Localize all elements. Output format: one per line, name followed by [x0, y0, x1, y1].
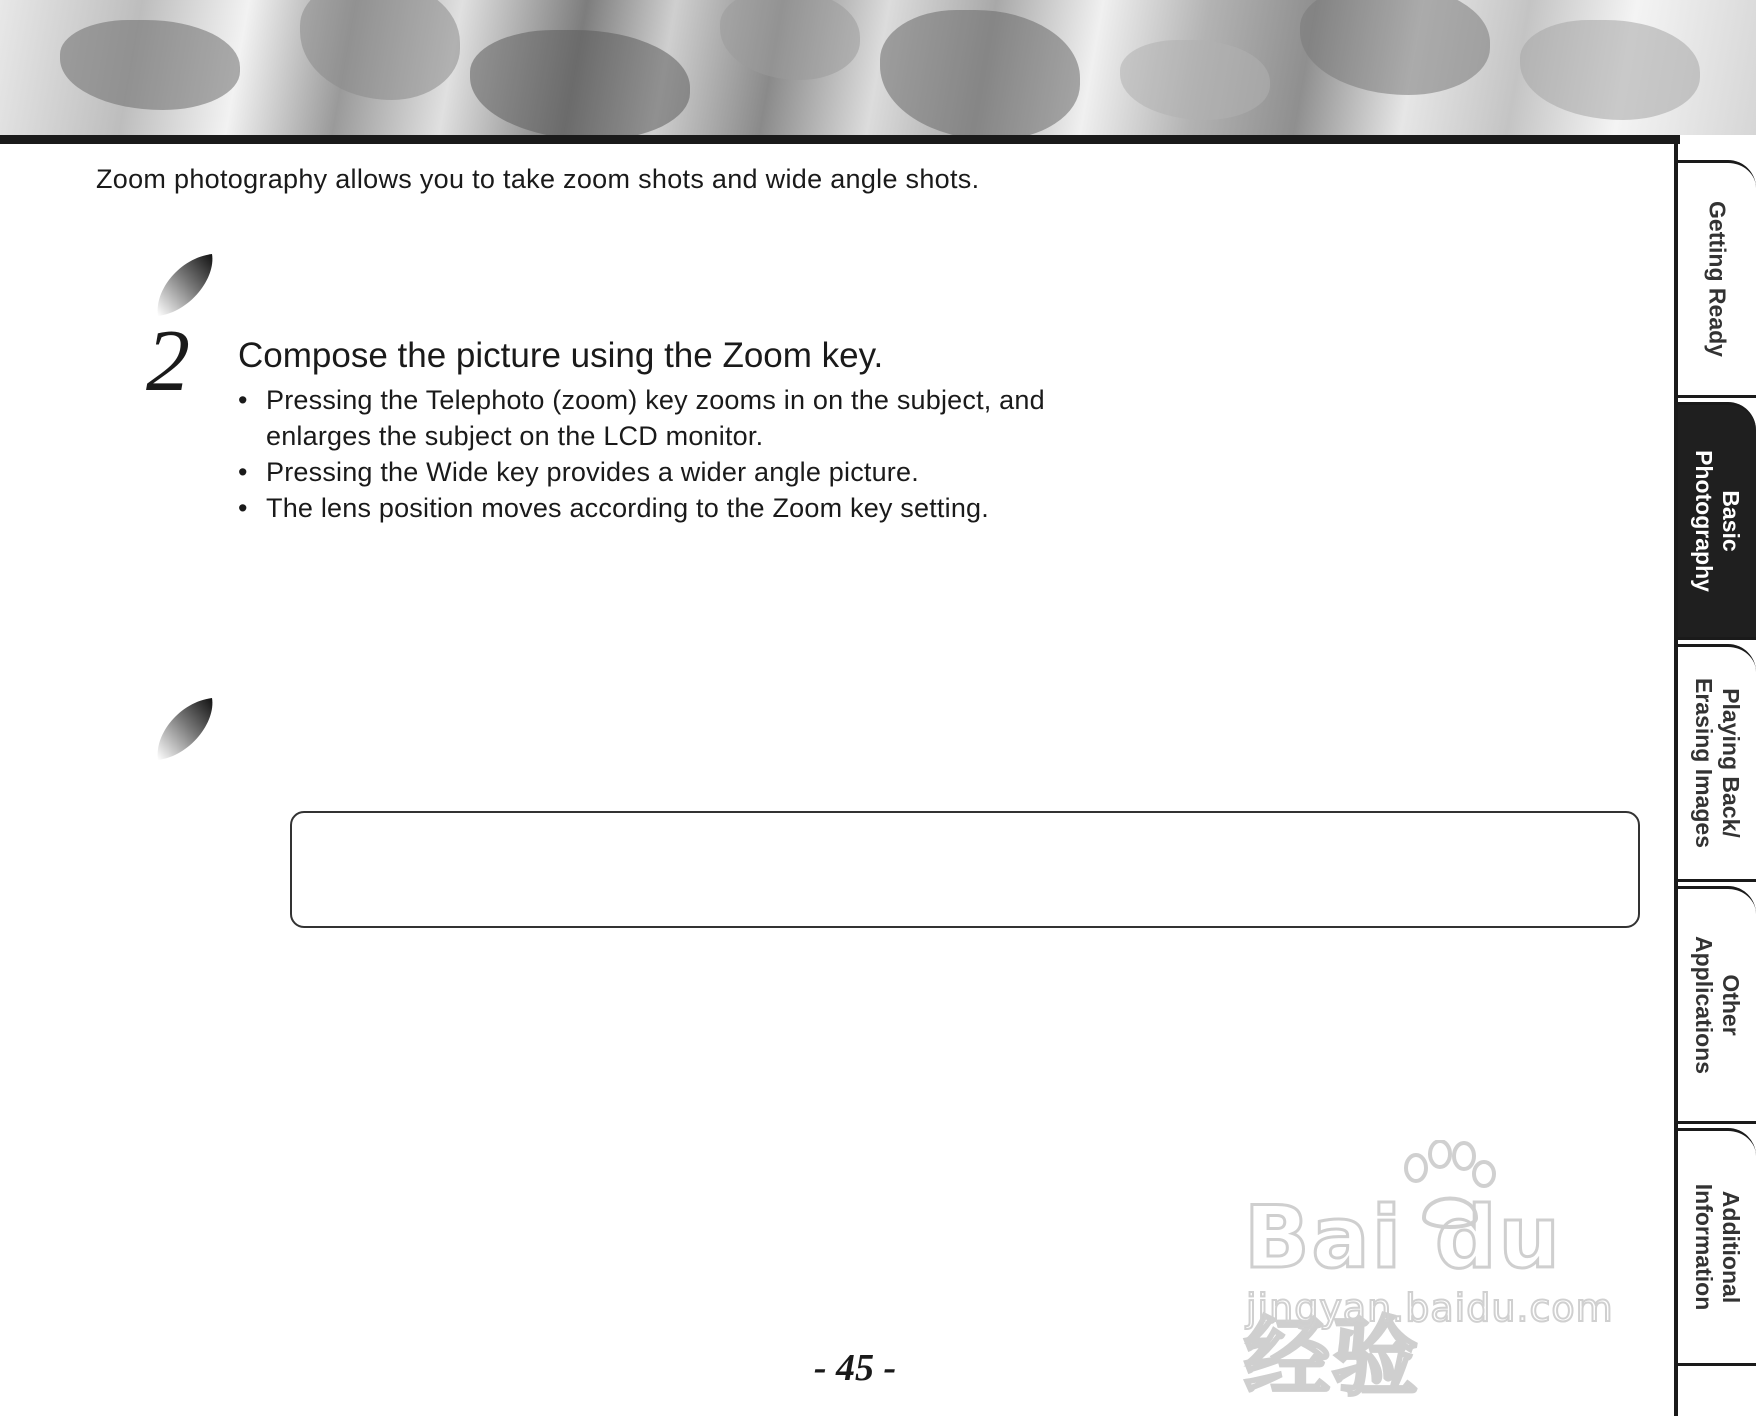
watermark-url: jingyan.baidu.com	[1246, 1286, 1614, 1330]
page-number: - 45 -	[813, 1347, 897, 1389]
tab-label: Getting Ready	[1704, 201, 1731, 357]
watermark-brand: Bai du 经验	[1244, 1188, 1562, 1408]
tab-other-applications[interactable]	[1678, 886, 1756, 1124]
bullet-text: Pressing the Wide key provides a wider angle picture.	[266, 457, 919, 487]
tab-label: Additional Information	[1691, 1183, 1744, 1311]
step-bullet-list	[238, 382, 1146, 526]
step-title: Compose the picture using the Zoom key.	[238, 336, 884, 375]
header-rule	[0, 135, 1680, 144]
tab-getting-ready[interactable]	[1678, 160, 1756, 398]
header-banner-image	[0, 0, 1756, 135]
intro-text: Zoom photography allows you to take zoom shots and wide angle shots.	[96, 164, 980, 194]
step-marker-swoosh-icon	[150, 250, 220, 320]
step-number: 2	[146, 313, 190, 410]
bullet-text: The lens position moves according to the Zoom key setting.	[266, 493, 989, 523]
tab-playing-back-erasing-images[interactable]	[1678, 644, 1756, 882]
tab-additional-information[interactable]	[1678, 1128, 1756, 1366]
bullet-text: Pressing the Telephoto (zoom) key zooms in on the subject, and enlarges the subject on the LCD monitor.	[266, 385, 1045, 451]
tab-basic-photography[interactable]	[1678, 402, 1756, 640]
bullet-item	[238, 454, 1146, 490]
step-marker-swoosh-icon	[150, 694, 220, 764]
baidu-watermark	[1244, 1148, 1654, 1408]
tab-label: Other Applications	[1691, 935, 1744, 1075]
note-box	[290, 811, 1640, 928]
tab-label: Playing Back/ Erasing Images	[1691, 677, 1744, 849]
bullet-item	[238, 382, 1146, 454]
bullet-item	[238, 490, 1146, 526]
tab-label: Basic Photography	[1691, 450, 1744, 592]
